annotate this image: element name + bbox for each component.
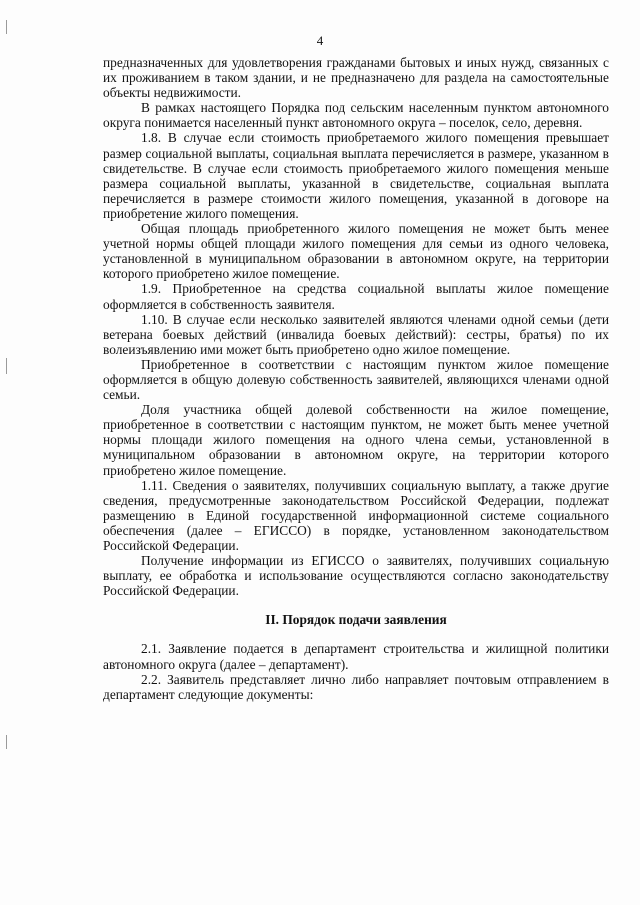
paragraph-1-9: 1.9. Приобретенное на средства социальной выплаты жилое помещение оформляется в собственность заявителя. bbox=[103, 281, 609, 312]
scan-edge-mark bbox=[6, 20, 7, 34]
paragraph-ownership-share: Доля участника общей долевой собственности на жилое помещение, приобретенное в соответствии с настоящим пунктом, не может быть менее учетной нормы площади жилого помещения на одного члена семьи, установленной в муниципальном образовании в автономном округе, на территории которого приобретено жилое помещение. bbox=[103, 402, 609, 478]
page-number: 4 bbox=[316, 33, 324, 48]
paragraph-shared-ownership: Приобретенное в соответствии с настоящим пунктом жилое помещение оформляется в общую долевую собственность заявителей, являющихся членами одной семьи. bbox=[103, 356, 609, 403]
scan-edge-mark bbox=[6, 358, 7, 374]
paragraph-continuation: предназначенных для удовлетворения гражданами бытовых и иных нужд, связанных с их проживанием в таком здании, и не предназначено для раздела на самостоятельные объекты недвижимости. bbox=[103, 55, 609, 101]
paragraph-egisso-info: Получение информации из ЕГИССО о заявителях, получивших социальную выплату, ее обработка и использование осуществляются согласно законодательству Российской Федерации. bbox=[103, 553, 609, 599]
paragraph-1-11: 1.11. Сведения о заявителях, получивших социальную выплату, а также другие сведения, предусмотренные законодательством Российской Федерации, подлежат размещению в Единой государственной информационной системе социального обеспечения (далее – ЕГИССО) в порядке, установленном законодательством Российской Федерации. bbox=[103, 477, 609, 553]
section-heading: II. Порядок подачи заявления bbox=[265, 612, 447, 628]
paragraph-2-1: 2.1. Заявление подается в департамент строительства и жилищной политики автономного округа (далее – департамент). bbox=[103, 641, 609, 672]
paragraph-1-10: 1.10. В случае если несколько заявителей являются членами одной семьи (дети ветерана боевых действий (инвалида боевых действий): сестры, братья) по их волеизъявлению ими может быть приобретено одно жилое помещение. bbox=[103, 311, 609, 357]
paragraph-2-2: 2.2. Заявитель представляет лично либо направляет почтовым отправлением в департамент следующие документы: bbox=[103, 671, 609, 702]
paragraph-1-8: 1.8. В случае если стоимость приобретаемого жилого помещения превышает размер социальной выплаты, социальная выплата перечисляется в размере, указанном в свидетельстве. В случае если стоимость приобретаемого жилого помещения меньше размера социальной выплаты, указанной в свидетельстве, социальная выплата перечисляется в размере стоимости жилого помещения, указанной в договоре на приобретение жилого помещения. bbox=[103, 130, 609, 221]
scan-edge-mark bbox=[6, 735, 7, 749]
paragraph-total-area: Общая площадь приобретенного жилого помещения не может быть менее учетной нормы общей площади жилого помещения для семьи из одного человека, установленной в муниципальном образовании в автономном округе, на территории которого приобретено жилое помещение. bbox=[103, 221, 609, 282]
paragraph-rural-settlement-definition: В рамках настоящего Порядка под сельским населенным пунктом автономного округа понимается населенный пункт автономного округа – поселок, село, деревня. bbox=[103, 100, 609, 131]
document-body bbox=[103, 55, 609, 702]
